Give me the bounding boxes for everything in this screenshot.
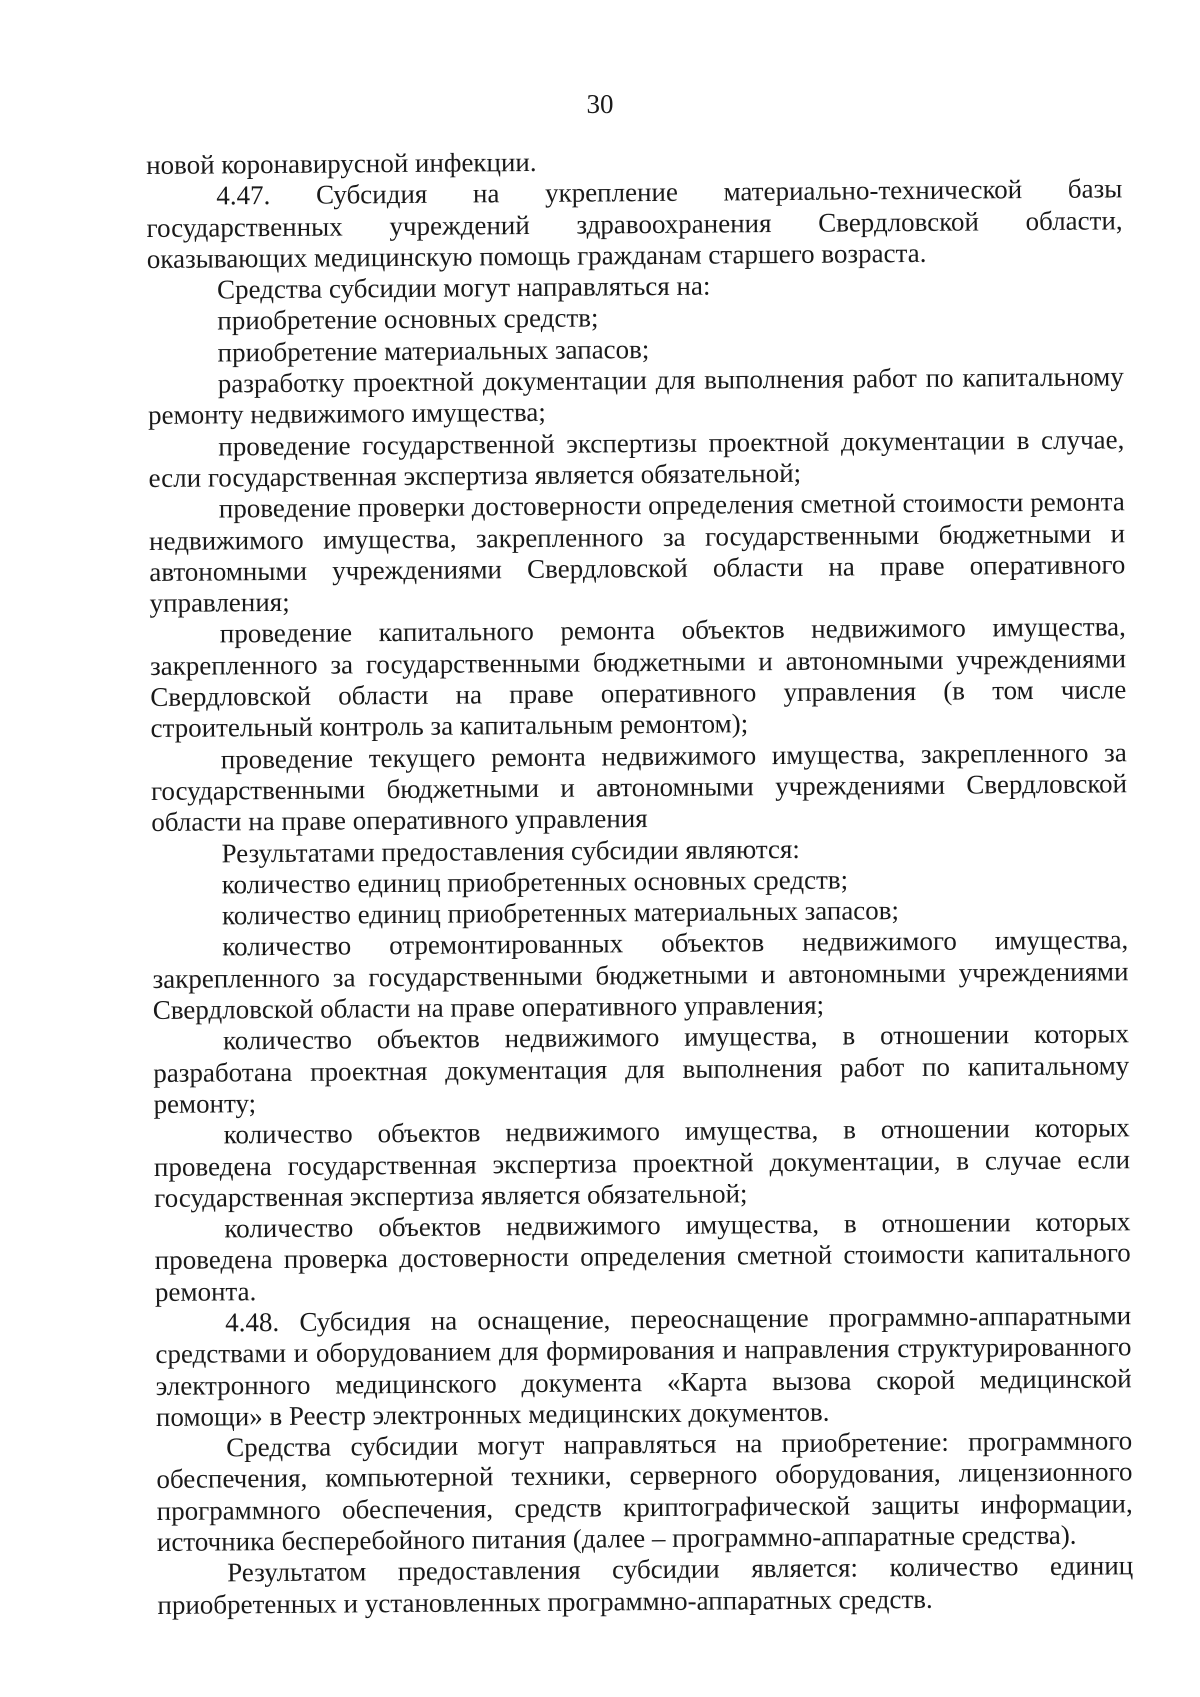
paragraph: приобретение основных средств; <box>217 302 599 336</box>
paragraph: количество единиц приобретенных основных средств; <box>221 864 849 900</box>
paragraph: количество объектов недвижимого имущества, в отношении которых разработана проектная документация для выполнения работ по капитальному ремонту; <box>153 1018 1130 1119</box>
paragraph: количество объектов недвижимого имущества, в отношении которых проведена проверка достоверности определения сметной стоимости капитального ремонта. <box>154 1206 1131 1307</box>
paragraph: Результатом предоставления субсидии является: количество единиц приобретенных и установленных программно-аппаратных средств. <box>157 1550 1134 1620</box>
paragraph: проведение государственной экспертизы проектной документации в случае, если государственная экспертиза является обязательной; <box>148 423 1125 493</box>
paragraph: новой коронавирусной инфекции. <box>146 146 537 180</box>
paragraph: приобретение материальных запасов; <box>217 333 650 368</box>
paragraph: Средства субсидии могут направляться на приобретение: программного обеспечения, компьютерной техники, серверного оборудования, лицензионного программного обеспечения, средств криптографической защиты информации, источника бесперебойного питания (далее – программно-аппаратные средства). <box>156 1425 1133 1558</box>
paragraph: 4.48. Субсидия на оснащение, переоснащение программно-аппаратными средствами и оборудованием для формирования и направления структурированного электронного медицинского документа «Карта вызова скорой медицинской помощи» в Реестр электронных медицинских документов. <box>155 1300 1132 1432</box>
paragraph: количество единиц приобретенных материальных запасов; <box>221 895 900 931</box>
paragraph: проведение текущего ремонта недвижимого имущества, закрепленного за государственными бюджетными и автономными учреждениями Свердловской области на праве оперативного управления <box>150 736 1128 838</box>
paragraph: количество объектов недвижимого имущества, в отношении которых проведена государственная экспертиза проектной документации, в случае если государственная экспертиза является обязательной; <box>153 1112 1131 1213</box>
paragraph: проведение проверки достоверности определения сметной стоимости ремонта недвижимого имущества, закрепленного за государственными бюджетными и автономными учреждениями Свердловской области на праве оперативного управления; <box>148 486 1126 619</box>
paragraph: Средства субсидии могут направляться на: <box>216 270 711 305</box>
paragraph: Результатами предоставления субсидии являются: <box>221 833 800 868</box>
page-number: 30 <box>586 89 614 119</box>
paragraph: разработку проектной документации для выполнения работ по капитальному ремонту недвижимого имущества; <box>147 361 1124 431</box>
paragraph: проведение капитального ремонта объектов недвижимого имущества, закрепленного за государственными бюджетными и автономными учреждениями Свердловской области на праве оперативного управления (в том числе строительный контроль за капитальным ремонтом); <box>149 611 1127 744</box>
document-body <box>146 142 1134 1621</box>
paragraph: 4.47. Субсидия на укрепление материально-технической базы государственных учреждений здравоохранения Свердловской области, оказывающих медицинскую помощь гражданам старшего возраста. <box>146 173 1123 274</box>
paragraph: количество отремонтированных объектов недвижимого имущества, закрепленного за государственными бюджетными и автономными учреждениями Свердловской области на праве оперативного управления; <box>152 924 1129 1025</box>
